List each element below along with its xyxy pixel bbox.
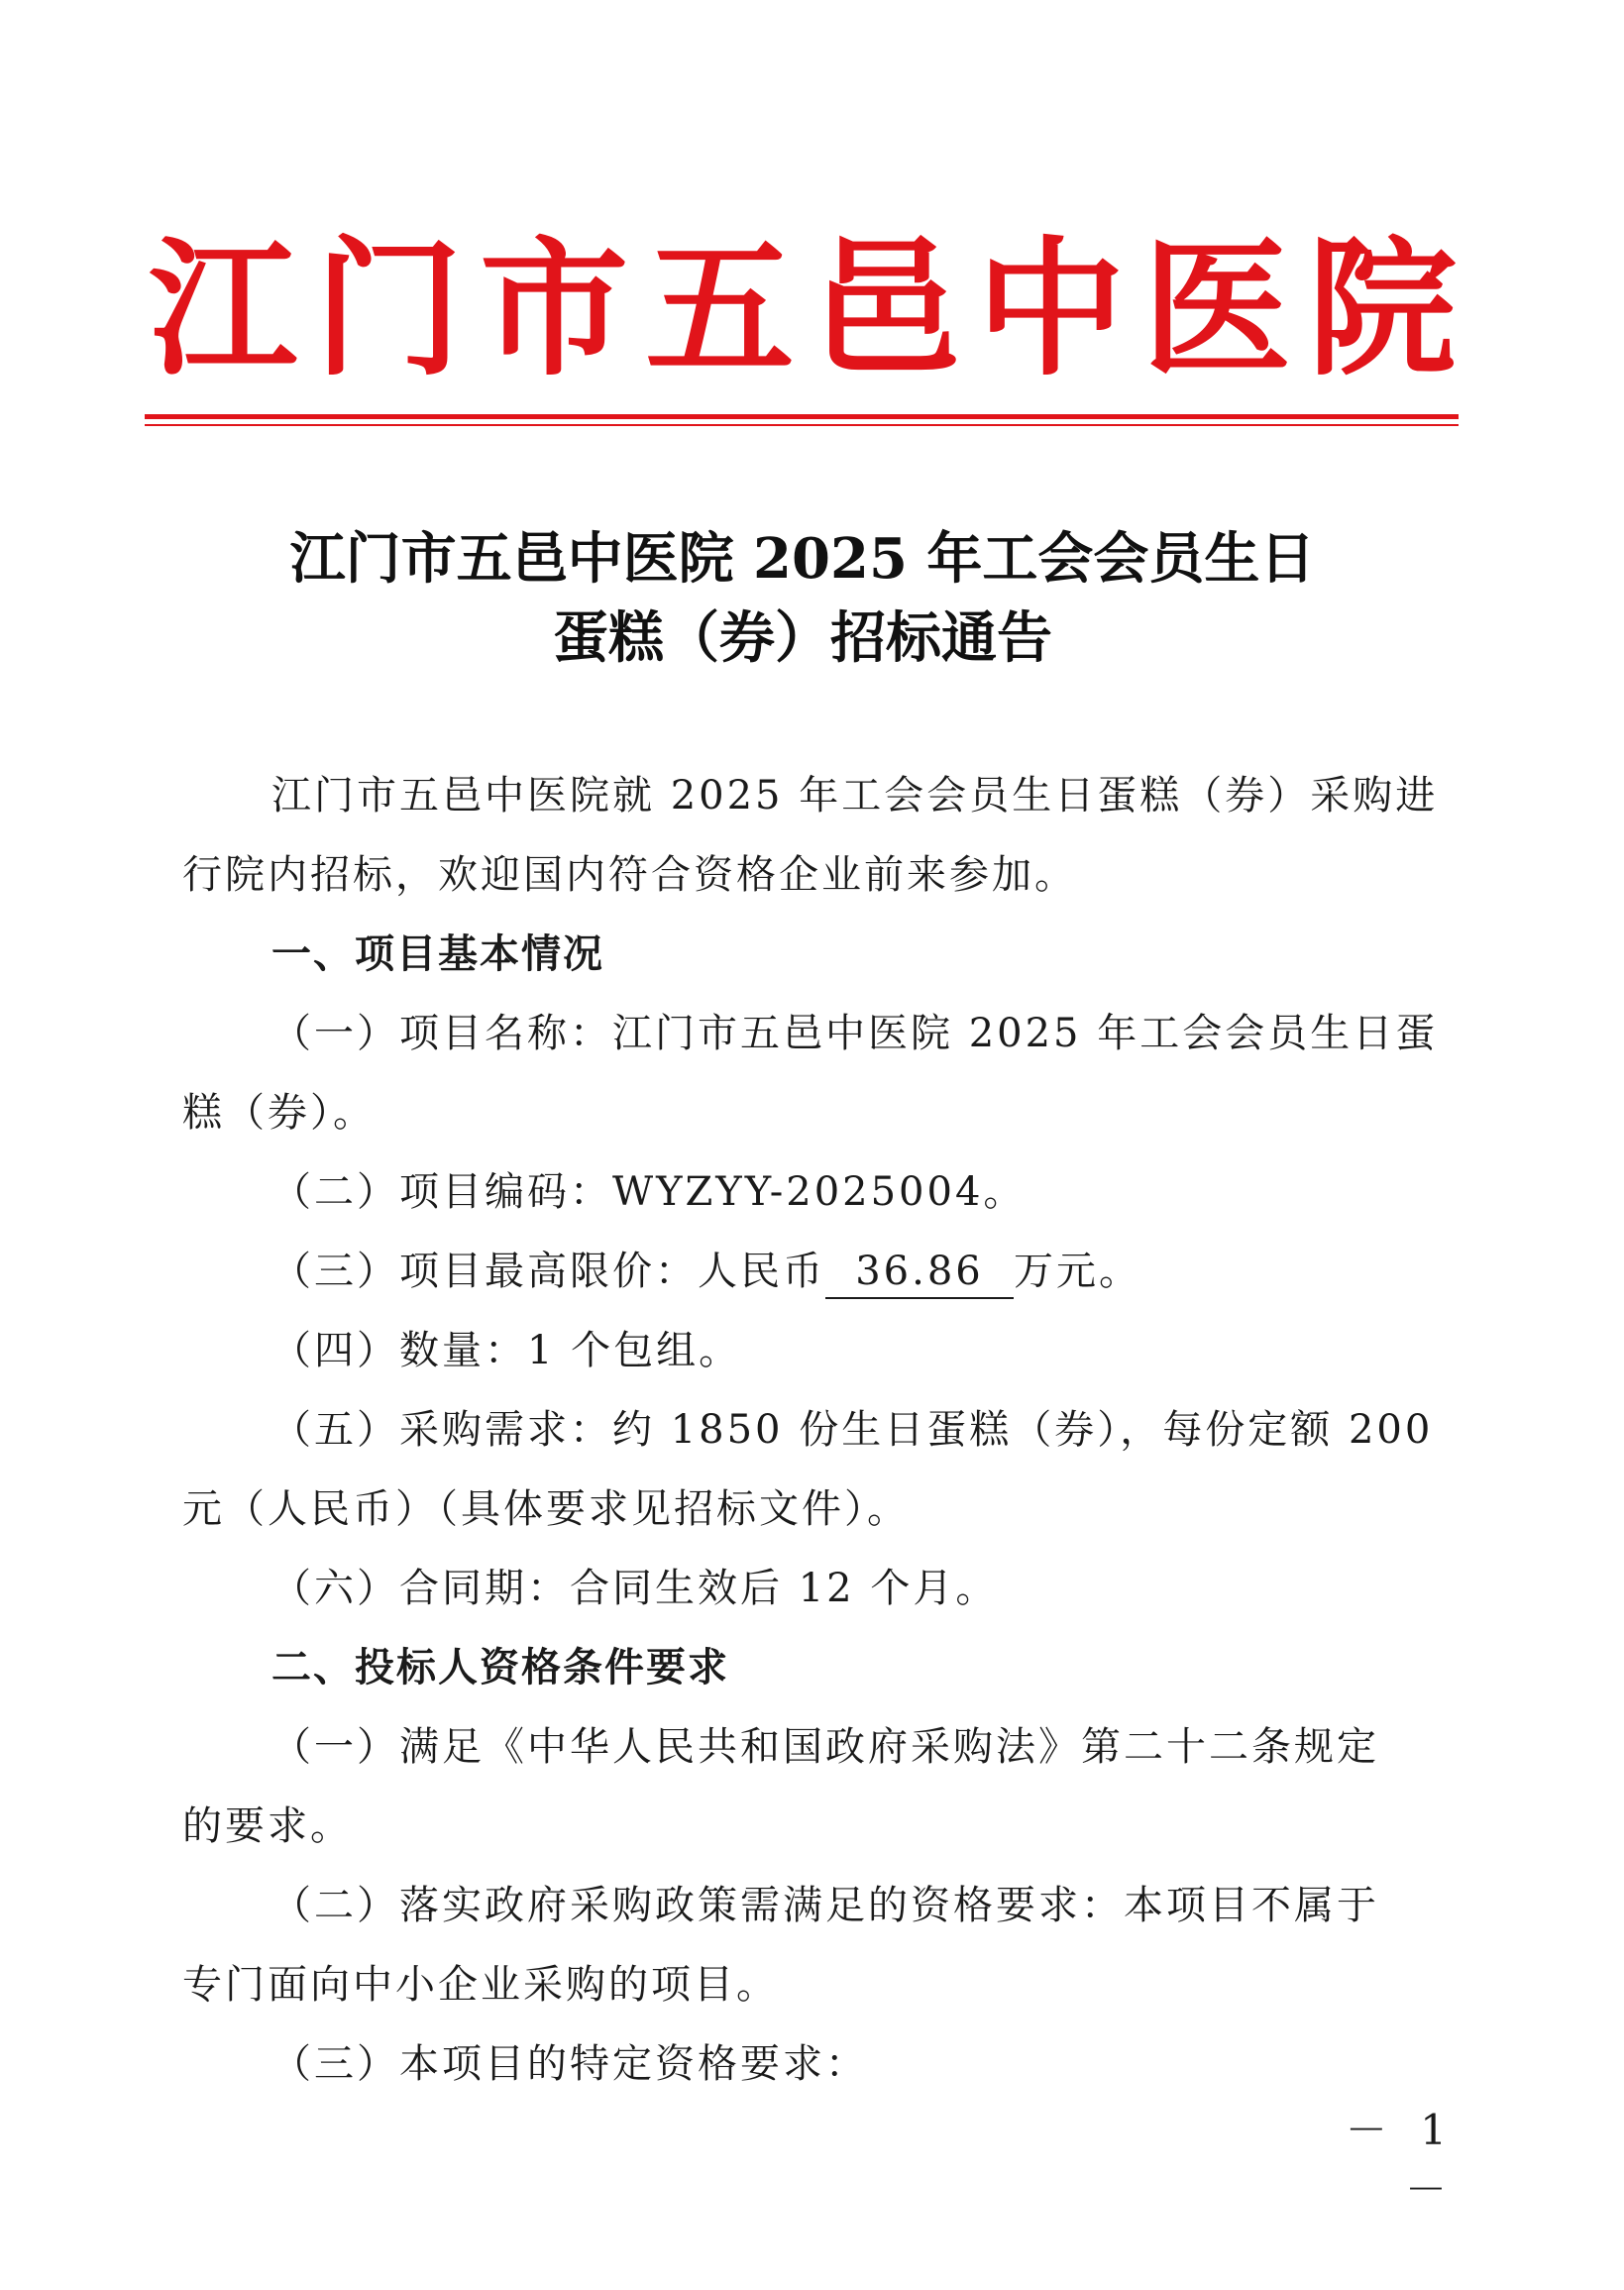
section2-heading: 二、投标人资格条件要求	[271, 1645, 729, 1690]
section1-item2: （二）项目编码：WYZYY-2025004。	[271, 1169, 1027, 1215]
section1-item6: （六）合同期：合同生效后 12 个月。	[271, 1566, 999, 1611]
page-number: － 1 －	[1345, 2106, 1457, 2214]
header-char: 市	[480, 222, 629, 396]
intro-line-2: 行院内招标，欢迎国内符合资格企业前来参加。	[182, 852, 1077, 898]
section2-item2-line-1: （二）落实政府采购政策需满足的资格要求：本项目不属于	[271, 1883, 1379, 1928]
section2-item1-line-1: （一）满足《中华人民共和国政府采购法》第二十二条规定	[271, 1724, 1379, 1770]
section2-item2-line-2: 专门面向中小企业采购的项目。	[182, 1962, 779, 2008]
max-price-label: （三）项目最高限价：人民币	[271, 1249, 825, 1294]
section1-item5-line-2: 元（人民币）（具体要求见招标文件）。	[182, 1486, 910, 1532]
section1-item3	[271, 1241, 1550, 1302]
header-char: 江	[149, 222, 298, 396]
section1-item5-line-1: （五）采购需求：约 1850 份生日蛋糕（券），每份定额 200	[271, 1407, 1434, 1453]
header-char: 院	[1307, 222, 1457, 396]
section1-item4: （四）数量：1 个包组。	[271, 1328, 742, 1373]
header-char: 门	[314, 222, 464, 396]
header-char: 邑	[811, 222, 960, 396]
header-divider-thick	[145, 414, 1459, 419]
section1-heading: 一、项目基本情况	[271, 931, 604, 977]
intro-line-1: 江门市五邑中医院就 2025 年工会会员生日蛋糕（券）采购进	[271, 773, 1439, 818]
header-char: 医	[1141, 222, 1291, 396]
header-divider-thin	[145, 424, 1459, 426]
section1-item1-line-2: 糕（券）。	[182, 1090, 376, 1136]
header-char: 中	[976, 222, 1126, 396]
section2-item3: （三）本项目的特定资格要求：	[271, 2041, 868, 2087]
document-title-line-2: 蛋糕（券）招标通告	[553, 605, 1052, 671]
section1-item1-line-1: （一）项目名称：江门市五邑中医院 2025 年工会会员生日蛋	[271, 1011, 1439, 1056]
section2-item1-line-2: 的要求。	[182, 1803, 353, 1849]
header-char: 五	[645, 222, 795, 396]
document-title-line-1: 江门市五邑中医院 2025 年工会会员生日	[289, 526, 1316, 592]
hospital-header-title	[149, 220, 1457, 398]
max-price-unit: 万元。	[1014, 1249, 1141, 1294]
max-price-value: 36.86	[825, 1246, 1014, 1299]
